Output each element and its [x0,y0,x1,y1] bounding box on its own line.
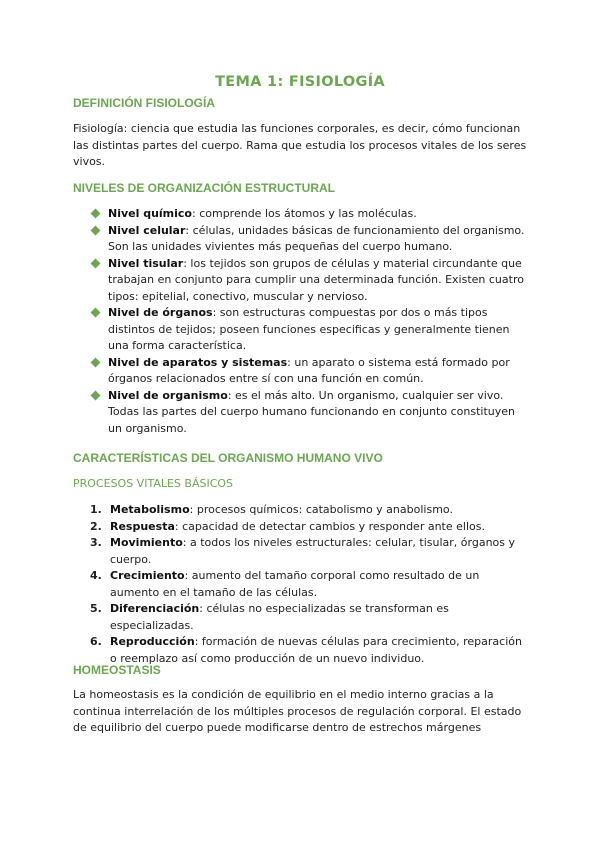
item-number: 2. [90,519,102,533]
list-item [90,388,532,438]
item-text: : células, unidades básicas de funcionamiento del organismo. Son las unidades vivientes más pequeñas del cuerpo humano. [108,223,525,253]
item-term: Nivel de órganos [108,306,213,319]
list-item [90,206,532,223]
item-text: : capacidad de detectar cambios y responder ante ellos. [174,519,485,533]
paragraph-homeostasis: La homeostasis es la condición de equilibrio en el medio interno gracias a la continua interrelación de los múltiples procesos de regulación corporal. El estado de equilibrio del cuerpo puede modificarse dentro de estrechos márgenes [73,688,522,734]
heading-caracteristicas: CARACTERÍSTICAS DEL ORGANISMO HUMANO VIVO [73,451,383,465]
list-item [90,519,532,536]
item-term: Nivel celular [108,223,186,237]
item-text: : los tejidos son grupos de células y material circundante que trabajan en conjunto para cumplir una determinada función. Existen cuatro tipos: epitelial, conectivo, muscular y nervioso. [108,256,524,303]
list-item [90,256,532,306]
item-term: Metabolismo [110,503,190,516]
list-item [90,535,532,568]
item-term: Nivel de organismo [108,388,228,402]
list-item [90,502,532,519]
diamond-bullet-icon [91,357,101,367]
page-title: TEMA 1: FISIOLOGÍA [215,74,385,90]
list-item [90,568,532,601]
item-text: : son estructuras compuestas por dos o más tipos distintos de tejidos; poseen funciones especificas y generalmente tienen una forma característica. [108,306,510,352]
item-term: Crecimiento [110,569,185,582]
item-text: : células no especializadas se transforman es especializadas. [110,602,449,632]
item-term: Movimiento [110,536,183,549]
item-number: 1. [90,503,102,516]
item-text: : un aparato o sistema está formado por órganos relacionados entre sí con una función en común. [108,355,510,385]
item-term: Nivel de aparatos y sistemas [108,355,288,369]
item-text: : procesos químicos: catabolismo y anabolismo. [189,503,453,516]
item-number: 6. [90,635,102,648]
item-number: 3. [90,536,102,549]
list-item [90,223,532,256]
item-term: Reproducción [110,635,195,648]
subheading-procesos: PROCESOS VITALES BÁSICOS [73,477,234,490]
diamond-bullet-icon [91,225,101,235]
list-item [90,305,532,355]
item-term: Diferenciación [110,602,200,615]
list-procesos [90,502,532,667]
item-term: Nivel tisular [108,256,184,270]
list-item [90,601,532,634]
diamond-bullet-icon [91,258,101,268]
heading-niveles: NIVELES DE ORGANIZACIÓN ESTRUCTURAL [73,181,336,195]
paragraph-definicion: Fisiología: ciencia que estudia las funciones corporales, es decir, cómo funcionan las distintas partes del cuerpo. Rama que estudia los procesos vitales de los seres vivos. [73,122,527,168]
heading-definicion: DEFINICIÓN FISIOLOGÍA [73,96,216,110]
list-item [90,355,532,388]
item-term: Respuesta [110,519,175,533]
diamond-bullet-icon [91,308,101,318]
item-number: 5. [90,602,102,615]
item-number: 4. [90,569,102,582]
item-text: : es el más alto. Un organismo, cualquier ser vivo. Todas las partes del cuerpo humano funcionando en conjunto constituyen un organismo. [108,388,515,435]
item-text: : aumento del tamaño corporal como resultado de un aumento en el tamaño de las células. [110,569,480,599]
diamond-bullet-icon [91,209,101,219]
item-text: : a todos los niveles estructurales: celular, tisular, órganos y cuerpo. [110,536,516,566]
item-term: Nivel químico [108,207,192,220]
diamond-bullet-icon [91,390,101,400]
list-niveles [90,206,532,437]
item-text: : formación de nuevas células para crecimiento, reparación o reemplazo así como producción de un nuevo individuo. [110,635,522,665]
item-text: : comprende los átomos y las moléculas. [192,207,417,220]
heading-homeostasis: HOMEOSTASIS [73,663,161,677]
